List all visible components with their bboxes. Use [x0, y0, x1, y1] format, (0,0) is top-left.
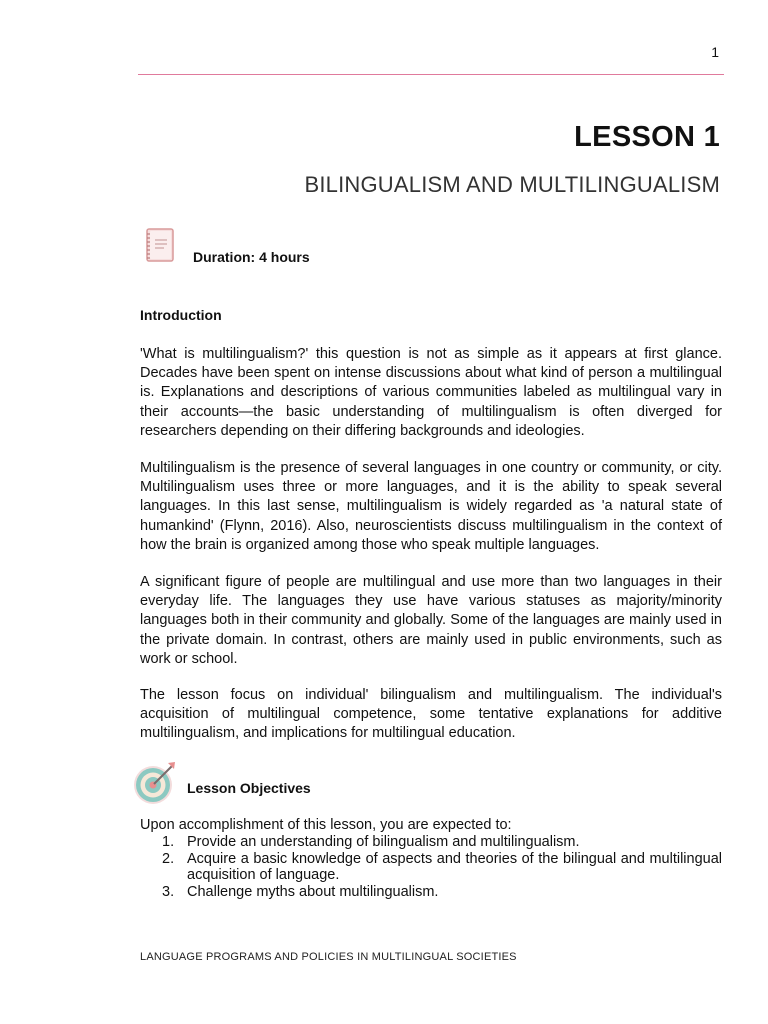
introduction-heading: Introduction: [140, 307, 222, 323]
duration-label: Duration: 4 hours: [193, 249, 310, 265]
introduction-paragraph: 'What is multilingualism?' this question is not as simple as it appears at first glance. Decades have been spent on intense discussions about what kind of person a multilingual is. Explanations and descriptions of various communities labeled as multilingual vary in their accounts—the basic understanding of multilingualism is often diverged for researchers depending on their differing backgrounds and ideologies.: [140, 346, 722, 439]
objective-item: [140, 834, 722, 851]
objective-item: [140, 884, 722, 901]
objective-text: Provide an understanding of bilingualism and multilingualism.: [187, 834, 580, 850]
objective-item: [140, 851, 722, 884]
objectives-intro: Upon accomplishment of this lesson, you are expected to:: [140, 817, 512, 833]
lesson-subtitle: BILINGUALISM AND MULTILINGUALISM: [304, 172, 720, 197]
objective-number: 3.: [162, 883, 175, 900]
target-icon: [131, 758, 179, 806]
introduction-paragraph: A significant figure of people are multilingual and use more than two languages in their everyday life. The languages they use have various statuses as majority/minority languages both in their community and globally. Some of the languages are mainly used in the private domain. In contrast, others are mainly used in public environments, such as work or school.: [140, 574, 722, 667]
introduction-paragraph: Multilingualism is the presence of several languages in one country or community, or city. Multilingualism uses three or more languages, and it is the ability to speak several languages. In this last sense, multilingualism is widely regarded as 'a natural state of humankind' (Flynn, 2016). Also, neuroscientists discuss multilingualism in the context of how the brain is organized among those who speak multiple languages.: [140, 460, 722, 553]
objectives-heading: Lesson Objectives: [187, 780, 311, 796]
objectives-list: [140, 834, 722, 900]
page-footer: LANGUAGE PROGRAMS AND POLICIES IN MULTILINGUAL SOCIETIES: [140, 951, 517, 963]
objective-text: Challenge myths about multilingualism.: [187, 883, 439, 900]
lesson-title: LESSON 1: [574, 121, 720, 153]
page-number: 1: [711, 44, 719, 60]
introduction-paragraph: The lesson focus on individual' bilingualism and multilingualism. The individual's acquisition of multilingual competence, some tentative explanations for additive multilingualism, and implications for multilingual education.: [140, 687, 722, 742]
objective-number: 1.: [162, 834, 175, 850]
header-divider: [138, 74, 724, 75]
objective-number: 2.: [162, 850, 175, 867]
objective-text: Acquire a basic knowledge of aspects and theories of the bilingual and multilingual acquisition of language.: [187, 850, 722, 883]
notebook-icon: [140, 226, 180, 266]
